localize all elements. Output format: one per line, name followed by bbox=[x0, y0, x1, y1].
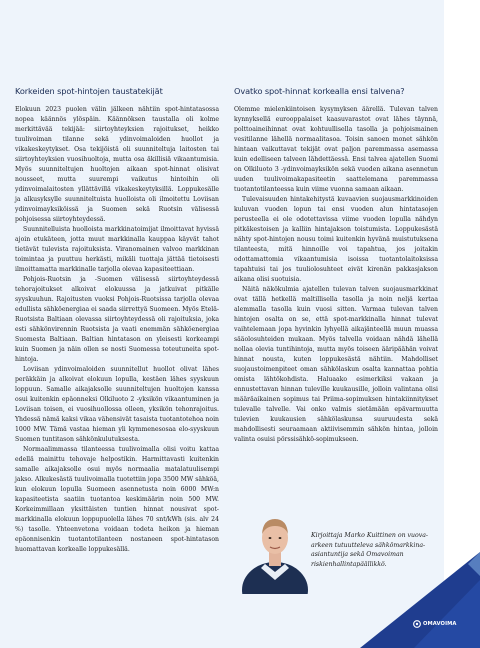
right-column bbox=[234, 86, 438, 445]
brand-corner-graphic bbox=[360, 552, 480, 648]
right-paragraph-1: Olemme mielenkiintoisen kysymyksen äärellä. Tulevan talven kynnyksellä eurooppalaiset kaasuvarastot ovat lähes täynnä, polttoaineihinnat ovat kohtuullisella tasolla ja pohjoismainen vesitilanne lähellä normaalitasoa. Toisin sanoen monet sähkön hintaan vaikuttavat tekijät ovat paljon paremmassa asemassa kuin edelliseen talveen lähdettäessä. Ensi talvea ajatellen Suomi on Olkiluoto 3 -ydinvoimayksikön sekä vuoden aikana asennetun uuden tuulivoimakapasiteetin saattelemana paremmassa tuotantotilanteessa kuin viime vuonna samaan aikaan. bbox=[234, 106, 438, 193]
right-heading: Ovatko spot-hinnat korkealla ensi talvena? bbox=[234, 86, 405, 96]
left-heading: Korkeiden spot-hintojen taustatekijät bbox=[15, 86, 163, 96]
left-paragraph-4: Loviisan ydinvoimaloiden suunnitellut huollot olivat lähes peräkkäin ja alkoivat elokuun lopulla, kestäen lähes syyskuun loppuun. Samalle aikajaksolle suunniteltujen huoltojen kanssa osui kuitenkin epäonneksi Olkiluoto 2 -yksikön vikaantuminen ja Loviisan toisen, ei vuosihuollossa olleen, yksikön tehonrajoitus. Yhdessä nämä kaksi vikaa vähensivät tasaista tuotantotehoa noin 1000 MW. Tämä vastaa hieman yli kymmenesosaa elo-syyskuun Suomen tuntitason sähkönkulutuksesta. bbox=[15, 366, 219, 443]
omavoima-logo-text: OMAVOIMA bbox=[423, 621, 457, 627]
left-paragraph-5: Normaalimmassa tilanteessa tuulivoimalla olisi voitu kattaa edellä mainittu tehovaje helpostikin. Harmittavasti kuitenkin samalle aikajaksolle osui myös normaalia matalatuulisempi jakso. Alkukesästä tuulivoimalla tuotettiin jopa 3500 MW sähköä, kun elokuun lopulla Suomeen asennetusta noin 6000 MW:n kapasiteetista saatiin tuotantoa keskimäärin noin 500 MW. Korkeimmillaan yksittäisten tuntien hinnat nousivat spot-markkinalla elokuun loppupuolella lähes 70 snt/kWh (sis. alv 24 %) tasolle. Yhteenvetona voidaan todeta heikon ja hieman epäonnisenkin tuotantotilanteen nostaneen spot-hintatason huomattavan korkealle loppukesällä. bbox=[15, 446, 219, 553]
author-photo bbox=[241, 502, 309, 594]
omavoima-logo-icon bbox=[413, 620, 421, 628]
author-caption: Kirjoittaja Marko Kuittinen on vuova-arkeen tutuutteleva sähkömarkkina-asiantuntija sekä Omavoiman riskienhallintapäällikkö. bbox=[311, 532, 429, 568]
left-column bbox=[15, 86, 219, 555]
left-paragraph-1: Elokuun 2023 puolen välin jälkeen nähtiin spot-hintatasossa nopea käännös ylöspäin. Käännöksen taustalla oli kolme merkittävää tekijää: siirtoyhteyksien rajoitukset, heikko tuulivoiman tilanne sekä ydinvoimaloiden huollot ja vikakeskeytykset. Osa tekijöistä oli suunniteltuja laitosten tai siirtoyhteyksien vuosihuoltoja, mutta osa äkillisiä vikaantumisia. Myös suunniteltujen huoltojen aikaan spot-hinnat olisivat nousseet, mutta suurempi vaikutus hintoihin oli ydinvoimalaitosten yllättävillä vikakeskeytyksillä. Loppukesälle ja alkusyksylle suunniteltuista huolloista oli ilmoitettu Loviisan ydinvoimayksiköissä ja Suomen sekä Ruotsin välisessä pohjoisessa siirtoyhteydessä. bbox=[15, 106, 219, 223]
left-paragraph-2: Suunnitelluista huolloista markkinatoimijat ilmoittavat hyvissä ajoin etukäteen, jotta muut markkinalla kauppaa käyvät tahot tietävät tulevista rajoituksista. Viranomainen valvoo markkinan toimintaa ja puuttuu herkästi, mikäli tuottaja jättää tietoisesti ilmoittamatta markkinalle tarjolla olevaa kapasiteettiaan. bbox=[15, 226, 219, 273]
right-paragraph-3: Näitä näkökulmia ajatellen tulevan talven suojausmarkkinat ovat tällä hetkellä maltillisella tasolla ja noin neljä kertaa alemmalla tasolla kuin vuosi sitten. Varmaa tulevan talven hintojen osalta on se, että spot-markkinalla hinnat tulevat vaihtelemaan jopa hyvinkin lyhyellä aikajänteellä muun muassa sääolosuhteiden mukaan. Myös talvella voidaan nähdä lähellä nollaa olevia tuntihintoja, mutta myös toiseen ääripäähän voivat hinnat nousta, kuten loppukesästä nähtiin. Mahdolliset suojaustoimenpiteet oman sähkölaskun osalta kannattaa pohtia omista lähtökohdista. Haluaako esimerkiksi vakaan ja ennustettavan hinnan tuleville kuukausille, jolloin valintana olisi määräaikainen sopimus tai Priima-sopimuksen hintakiinnitykset tulevalle talvelle. Vai onko valmis sietämään epävarmuutta tulevien kuukausien sähkölaskunsa suuruudesta sekä mahdollisesti seuraamaan aktiivisemmin sähkön hintaa, jolloin valinta osuisi pörssisähkö-sopimukseen. bbox=[234, 286, 438, 443]
omavoima-logo bbox=[413, 620, 456, 628]
left-paragraph-3: Pohjois-Ruotsin ja -Suomen välisessä siirtoyhteydessä tehorajoitukset alkoivat elokuussa ja jatkuivat pitkälle syyskuuhun. Rajoitusten vuoksi Pohjois-Ruotsissa tarjolla olevaa edullista sähköenergiaa ei saada siirrettyä Suomeen. Myös Etelä-Ruotsista Baltiaan olevassa siirtoyhteydessä oli rajoituksia, joka esti sähkönvirennin Ruotsista ja vaati enemmän sähköenergiaa Suomesta Baltiaan. Baltian hintatason on yleisesti korkeampi kuin Suomen ja näin ollen se nosti Suomessa toteutuneita spot-hintoja. bbox=[15, 276, 219, 363]
right-paragraph-2: Tulevaisuuden hintakehitystä kuvaavien suojausmarkkinoiden kuluvan vuoden lopun tai ensi vuoden alun hintatasojen perusteella ei ole odotettavissa viime vuoden lopulla nähdyn pitkäkestoisen ja kalliin hintajakson toistumista. Loppukesästä nähty spot-hintojen nousu toimi kuitenkin hyvänä muistutuksena tilanteesta, mitä hinnoille voi tapahtua, jos joitakin odottamattomia vikaantumisia isoissa tuotantolaitoksissa tapahtuisi tai jos tuuliolosuhteet eivät kirenän pakkasjakson aikana olisi suotuisia. bbox=[234, 196, 438, 283]
